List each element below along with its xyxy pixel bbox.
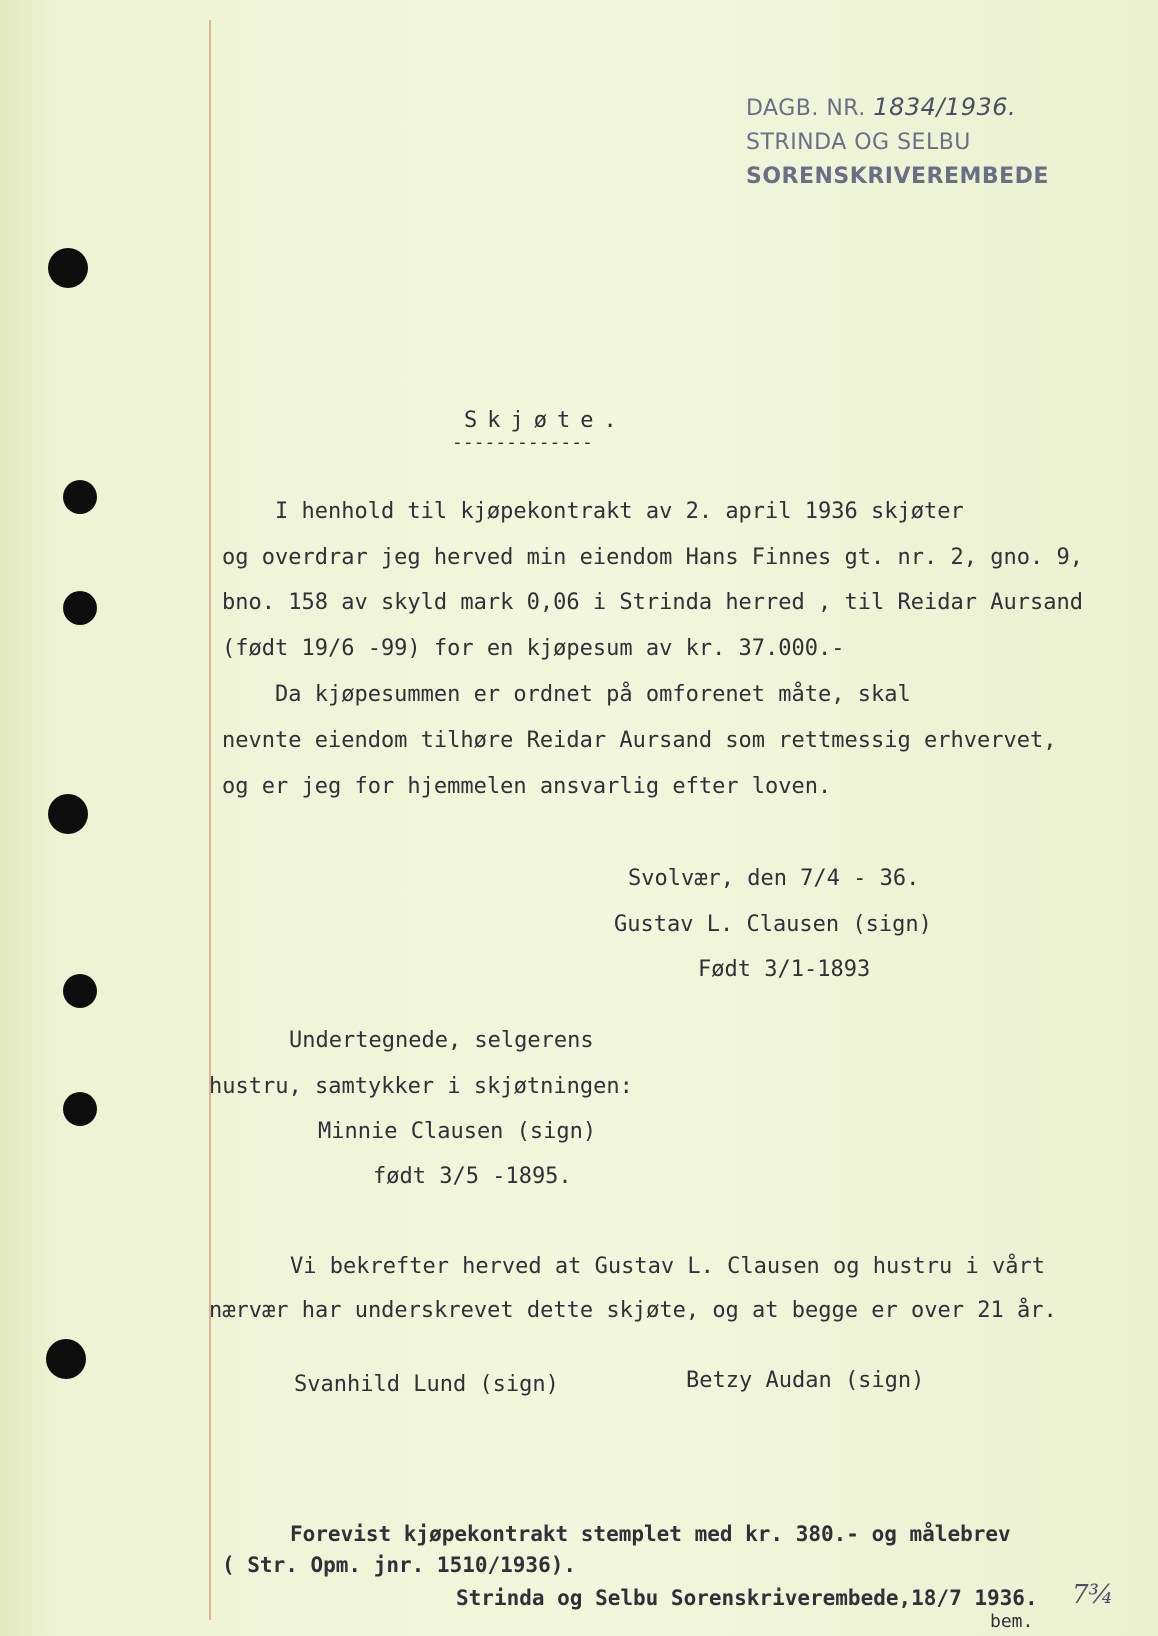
body-line: og er jeg for hjemmelen ansvarlig efter loven.	[222, 774, 832, 799]
consent-line: Undertegnede, selgerens	[289, 1028, 594, 1053]
punch-hole	[46, 1339, 86, 1379]
witness-signature-1: Svanhild Lund (sign)	[294, 1372, 559, 1397]
punch-hole	[63, 591, 97, 625]
stamp-line-3: SORENSKRIVEREMBEDE	[746, 164, 1049, 189]
document-title: Skjøte.	[464, 408, 627, 433]
punch-hole	[63, 974, 97, 1008]
seller-birthdate: Født 3/1-1893	[698, 957, 871, 982]
stamp-dagb-number: 1834/1936.	[873, 93, 1017, 121]
margin-line	[209, 20, 211, 1620]
body-line: (født 19/6 -99) for en kjøpesum av kr. 37.000.-	[222, 636, 845, 661]
stamp-line-1	[746, 90, 1066, 126]
punch-hole	[63, 480, 97, 514]
punch-hole	[63, 1092, 97, 1126]
registry-stamp	[746, 90, 1066, 194]
margin-handwritten-mark: 7¾	[1072, 1580, 1114, 1610]
body-line: bno. 158 av skyld mark 0,06 i Strinda herred , til Reidar Aursand	[222, 590, 1083, 615]
stamp-dagb-prefix: DAGB. NR.	[746, 96, 866, 121]
title-underline: -------------	[452, 432, 593, 453]
body-line: I henhold til kjøpekontrakt av 2. april 1936 skjøter	[222, 499, 964, 524]
footer-line: ( Str. Opm. jnr. 1510/1936).	[222, 1553, 577, 1577]
place-date: Svolvær, den 7/4 - 36.	[628, 866, 920, 891]
witness-signature-2: Betzy Audan (sign)	[686, 1368, 925, 1393]
body-line: Da kjøpesummen er ordnet på omforenet måte, skal	[222, 682, 911, 707]
footer-line: Strinda og Selbu Sorenskriverembede,18/7 1936.	[456, 1586, 1038, 1610]
footer-line: Forevist kjøpekontrakt stemplet med kr. 380.- og målebrev	[290, 1522, 1011, 1546]
wife-birthdate: født 3/5 -1895.	[373, 1164, 572, 1189]
punch-hole	[48, 248, 88, 288]
seller-signature: Gustav L. Clausen (sign)	[614, 912, 932, 937]
witness-statement-line: nærvær har underskrevet dette skjøte, og at begge er over 21 år.	[209, 1298, 1057, 1323]
punch-hole	[48, 794, 88, 834]
consent-line: hustru, samtykker i skjøtningen:	[209, 1074, 633, 1099]
body-line: nevnte eiendom tilhøre Reidar Aursand som rettmessig erhvervet,	[222, 728, 1057, 753]
wife-signature: Minnie Clausen (sign)	[318, 1119, 597, 1144]
footer-note: bem.	[990, 1611, 1034, 1632]
body-line: og overdrar jeg herved min eiendom Hans Finnes gt. nr. 2, gno. 9,	[222, 545, 1083, 570]
witness-statement-line: Vi bekrefter herved at Gustav L. Clausen og hustru i vårt	[290, 1254, 1045, 1279]
stamp-line-2: STRINDA OG SELBU	[746, 130, 971, 155]
